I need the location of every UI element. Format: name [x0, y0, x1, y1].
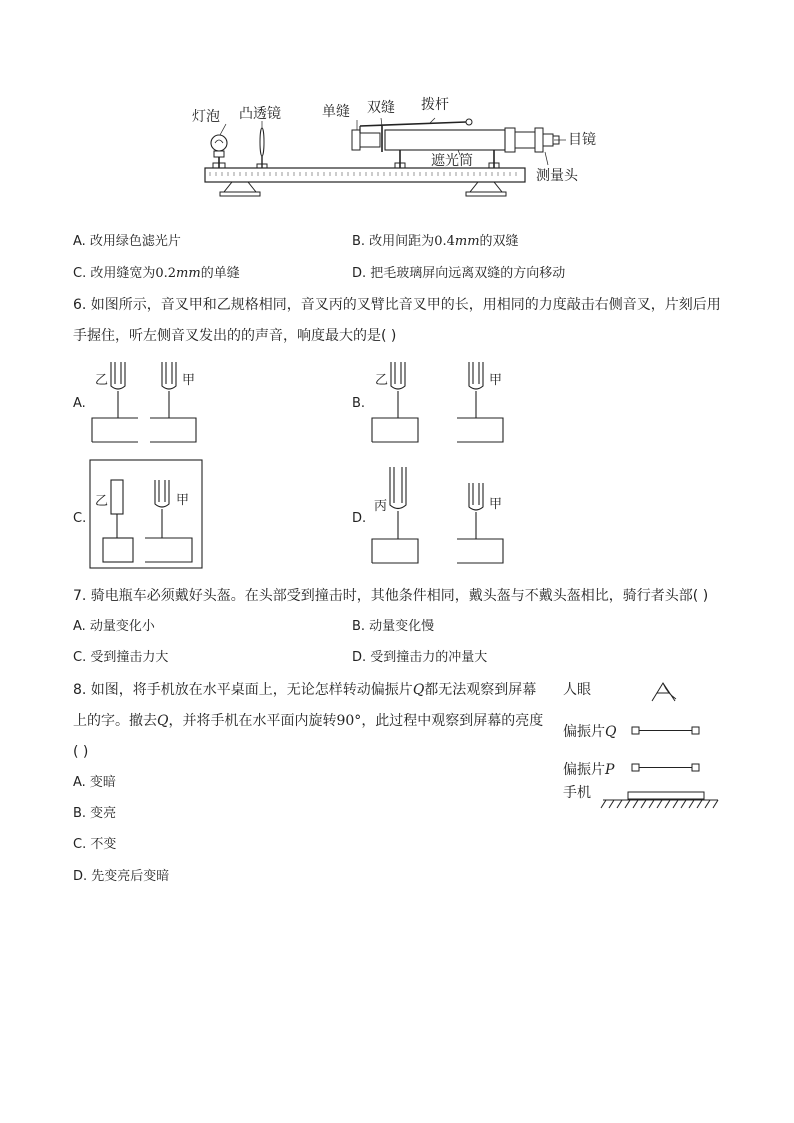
- q6-stem-line-1: 6. 如图所示，音叉甲和乙规格相同，音叉丙的叉臂比音叉甲的长，用相同的力度敲击右侧音叉，片刻后用: [73, 297, 721, 313]
- q5-option-a: A. 改用绿色滤光片: [73, 234, 181, 249]
- q8-option-d: D. 先变亮后变暗: [73, 869, 170, 884]
- label-single-slit: 单缝: [322, 104, 350, 120]
- label-lamp: 灯泡: [192, 109, 220, 125]
- q8-line2-angle: 90°: [336, 713, 362, 729]
- fork-label-jia-c: 甲: [176, 493, 190, 508]
- q6-option-d-label: D.: [352, 511, 367, 526]
- q8-option-b: B. 变亮: [73, 806, 117, 821]
- fork-label-yi-c: 乙: [95, 494, 109, 509]
- label-measuring-head: 测量头: [536, 168, 578, 184]
- q8-line2-text: 上的字。撤去: [73, 713, 157, 729]
- q8-line1-text: 8. 如图，将手机放在水平桌面上，无论怎样转动偏振片: [73, 682, 413, 698]
- fork-label-jia-d: 甲: [489, 497, 503, 512]
- fork-label-jia-b: 甲: [489, 373, 503, 388]
- q8-stem-line-3: ( ): [73, 744, 89, 760]
- q5-option-b-text: B. 改用间距为: [352, 234, 435, 249]
- q5-option-c-text: C. 改用缝宽为: [73, 266, 156, 281]
- fig-polarizer-p-text: 偏振片: [563, 762, 605, 778]
- q5-option-c-number: 0.2: [155, 266, 177, 281]
- fig-polarizer-q-text: 偏振片: [563, 724, 605, 740]
- eye-icon: [652, 683, 676, 701]
- q7-option-c: C. 受到撞击力大: [73, 650, 169, 665]
- label-lever: 拨杆: [421, 97, 449, 113]
- q6-option-a-label: A.: [73, 396, 86, 411]
- q7-option-a: A. 动量变化小: [73, 619, 155, 634]
- q5-option-d: D. 把毛玻璃屏向远离双缝的方向移动: [352, 266, 566, 281]
- q7-option-d: D. 受到撞击力的冲量大: [352, 650, 488, 665]
- q6-option-b-label: B.: [352, 396, 366, 411]
- fork-label-bing-d: 丙: [374, 499, 388, 514]
- q8-line2-variable: Q: [157, 713, 169, 729]
- fork-label-jia-a: 甲: [182, 373, 196, 388]
- q8-line1-suffix: 都无法观察到屏幕: [424, 682, 537, 698]
- q6-stem-line-2: 手握住，听左侧音叉发出的的声音，响度最大的是( ): [73, 328, 397, 344]
- q5-option-b-unit: mm: [454, 234, 480, 249]
- q7-stem: 7. 骑电瓶车必须戴好头盔。在头部受到撞击时，其他条件相同，戴头盔与不戴头盔相比，骑行者头部( ): [73, 588, 709, 604]
- label-lens: 凸透镜: [239, 106, 281, 122]
- label-eyepiece: 目镜: [568, 132, 596, 148]
- q8-line2-suffix: ，此过程中观察到屏幕的亮度: [361, 713, 544, 729]
- q8-line2-middle: ，并将手机在水平面内旋转: [168, 713, 337, 729]
- fig-label-eye: 人眼: [563, 682, 591, 698]
- q7-option-b: B. 动量变化慢: [352, 619, 435, 634]
- q5-option-c-unit: mm: [176, 266, 201, 281]
- label-shade-tube: 遮光筒: [431, 153, 473, 169]
- fig-label-phone: 手机: [563, 785, 591, 801]
- fork-label-yi-a: 乙: [95, 373, 109, 388]
- q8-option-c: C. 不变: [73, 837, 117, 852]
- q5-option-c-suffix: 的单缝: [200, 266, 240, 281]
- q6-option-c-label: C.: [73, 511, 87, 526]
- label-double-slit: 双缝: [367, 100, 395, 116]
- fig-polarizer-p-variable: P: [605, 762, 615, 778]
- fork-label-yi-b: 乙: [375, 373, 389, 388]
- fig-polarizer-q-variable: Q: [605, 724, 617, 740]
- q5-option-b-suffix: 的双缝: [479, 234, 519, 249]
- q8-line1-variable: Q: [412, 682, 425, 698]
- q8-option-a: A. 变暗: [73, 775, 116, 790]
- q5-option-b-number: 0.4: [434, 234, 455, 249]
